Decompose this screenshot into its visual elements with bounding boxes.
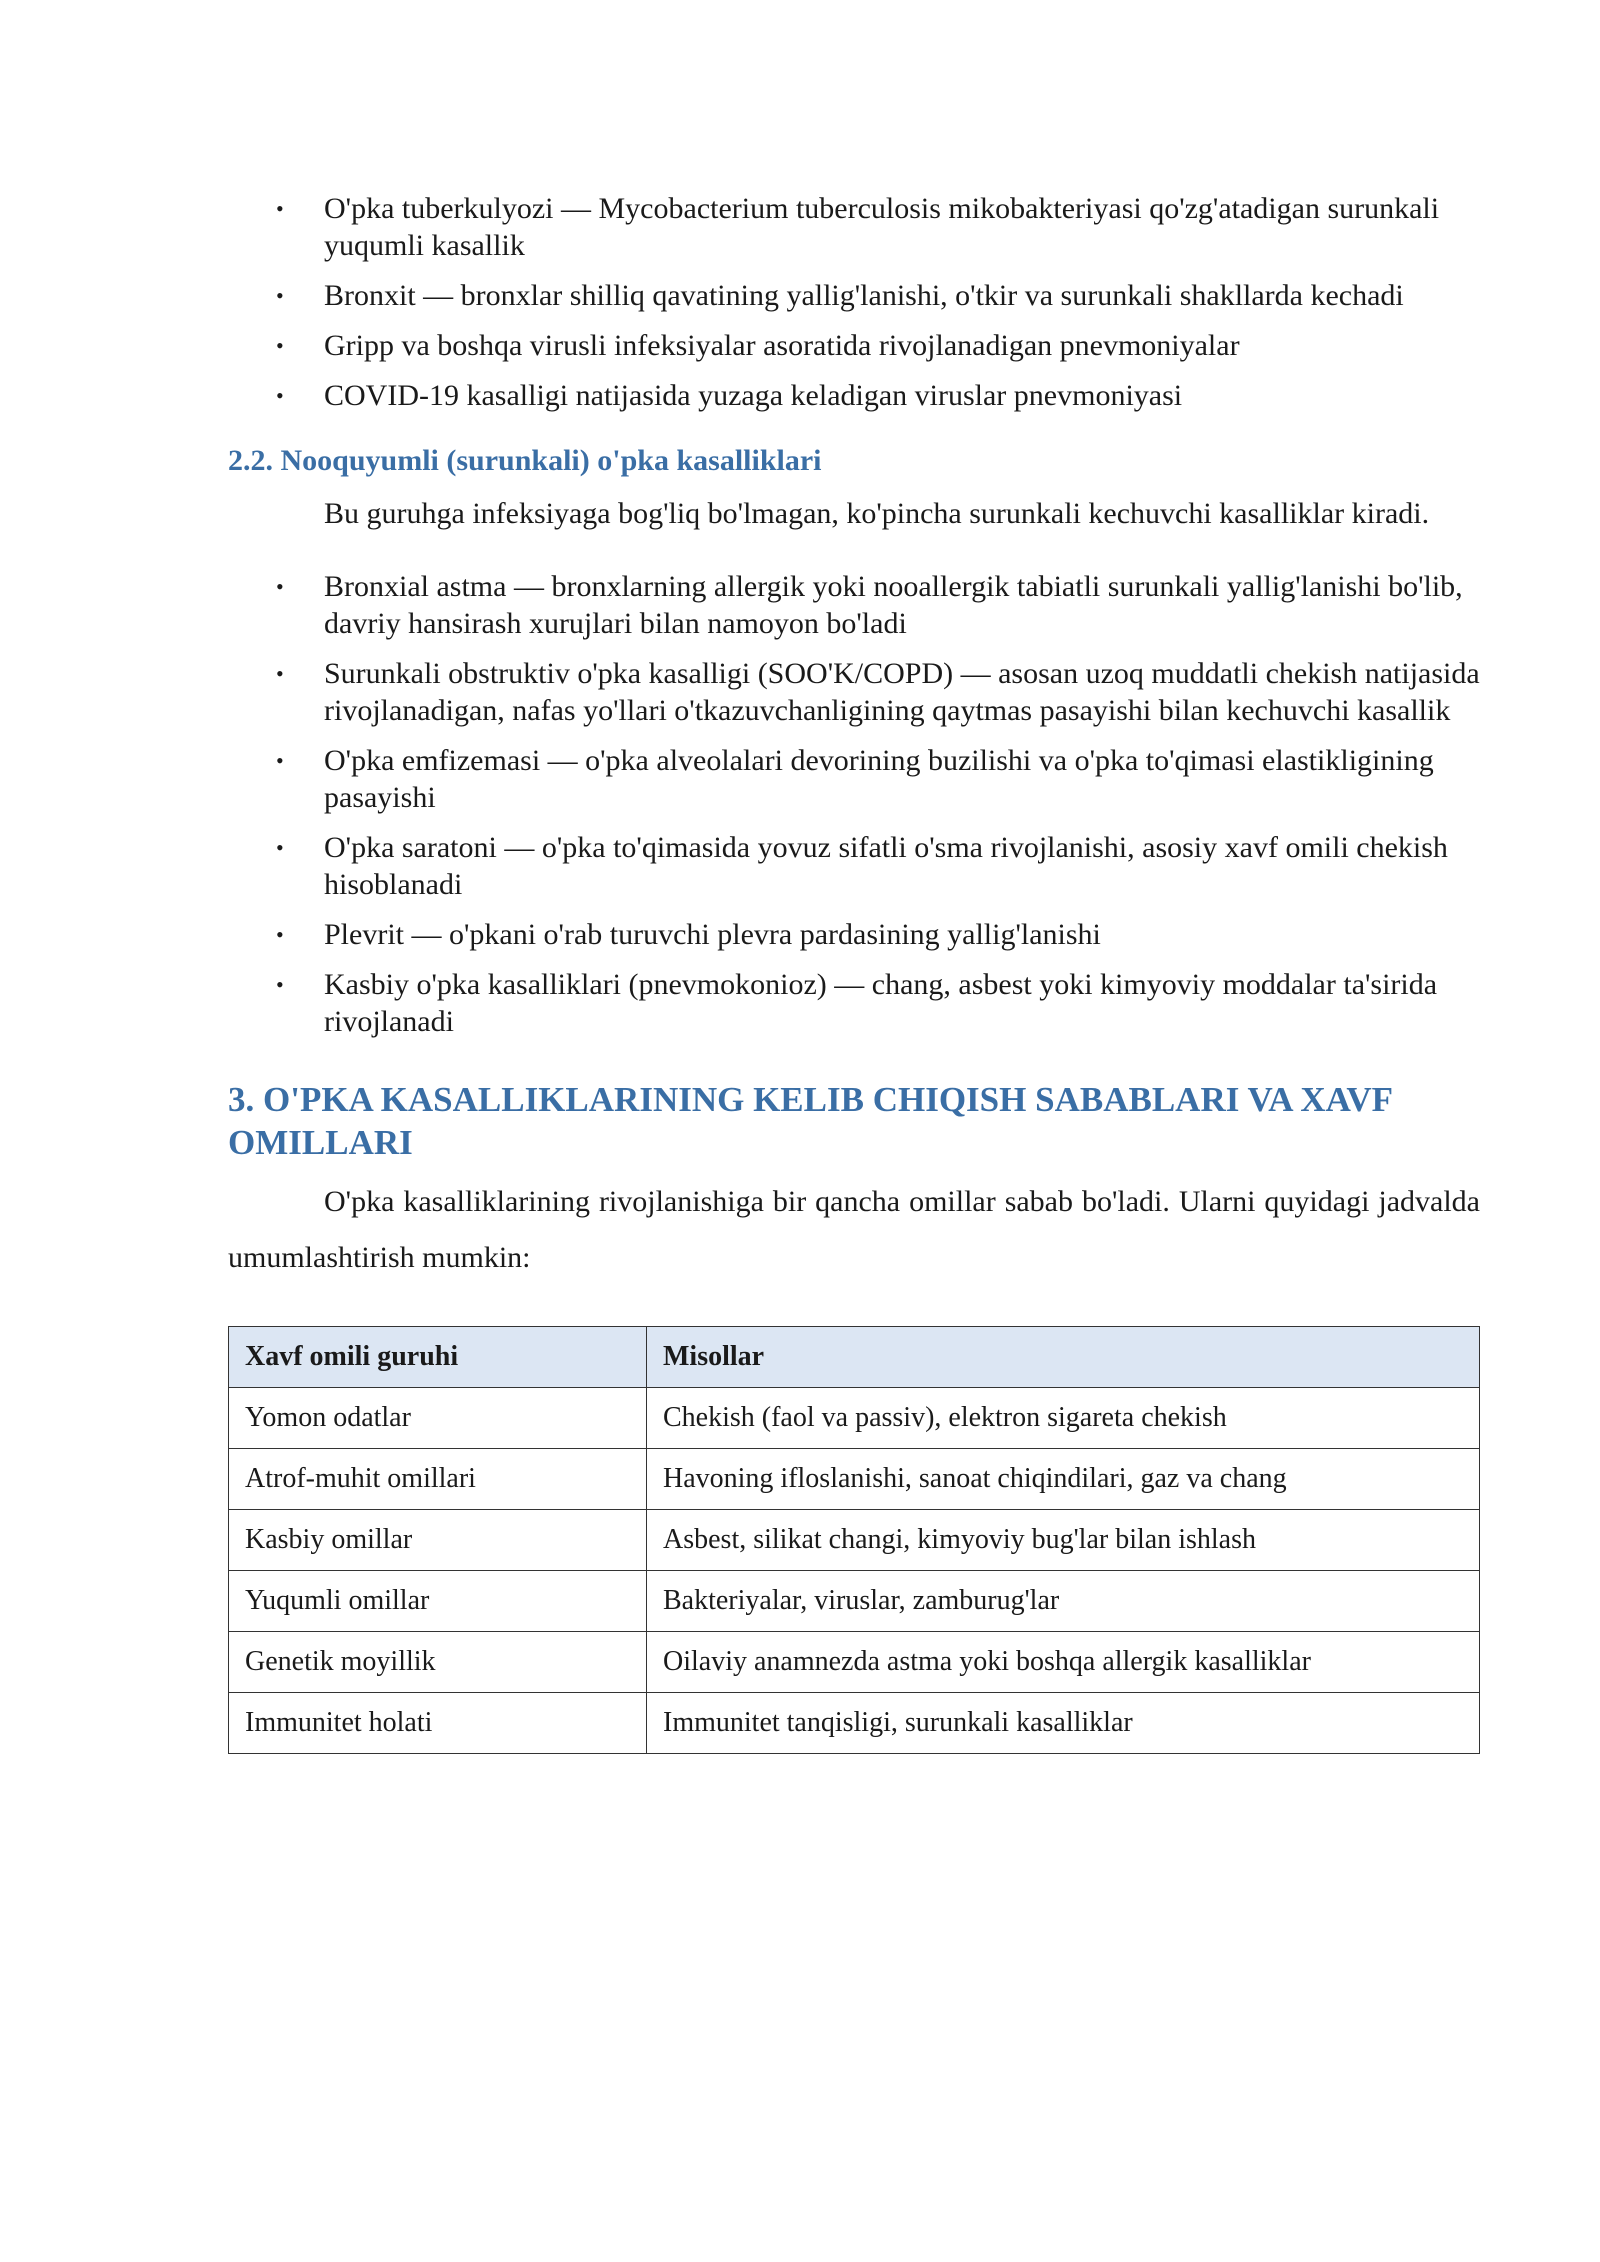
table-cell: Bakteriyalar, viruslar, zamburug'lar bbox=[647, 1571, 1480, 1632]
table-cell: Atrof-muhit omillari bbox=[229, 1449, 647, 1510]
table-header-cell: Xavf omili guruhi bbox=[229, 1327, 647, 1388]
bullet-icon: • bbox=[276, 574, 284, 599]
bullet-icon: • bbox=[276, 972, 284, 997]
list-item-text: O'pka saratoni — o'pka to'qimasida yovuz sifatli o'sma rivojlanishi, asosiy xavf omili chekish hisoblanadi bbox=[324, 831, 1448, 901]
list-item bbox=[228, 190, 1480, 264]
bullet-icon: • bbox=[276, 922, 284, 947]
table-cell: Kasbiy omillar bbox=[229, 1510, 647, 1571]
subsection-intro-paragraph: Bu guruhga infeksiyaga bog'liq bo'lmagan, ko'pincha surunkali kechuvchi kasalliklar kiradi. bbox=[324, 497, 1430, 530]
list-item-text: COVID-19 kasalligi natijasida yuzaga keladigan viruslar pnevmoniyasi bbox=[324, 379, 1183, 412]
list-item bbox=[228, 377, 1480, 414]
bullet-icon: • bbox=[276, 661, 284, 686]
page-content bbox=[228, 180, 1480, 1754]
table-cell: Yuqumli omillar bbox=[229, 1571, 647, 1632]
table-row bbox=[229, 1571, 1480, 1632]
list-item-text: O'pka emfizemasi — o'pka alveolalari devorining buzilishi va o'pka to'qimasi elastikligining pasayishi bbox=[324, 744, 1434, 814]
risk-factors-table bbox=[228, 1326, 1480, 1754]
bullet-icon: • bbox=[276, 283, 284, 308]
bullet-icon: • bbox=[276, 835, 284, 860]
list-item-text: Bronxit — bronxlar shilliq qavatining yallig'lanishi, o'tkir va surunkali shakllarda kechadi bbox=[324, 279, 1404, 312]
list-item bbox=[228, 655, 1480, 729]
table-cell: Immunitet holati bbox=[229, 1693, 647, 1754]
section-heading: 3. O'PKA KASALLIKLARINING KELIB CHIQISH SABABLARI VA XAVF OMILLARI bbox=[228, 1080, 1392, 1162]
table-header-row bbox=[229, 1327, 1480, 1388]
chronic-diseases-list bbox=[228, 568, 1480, 1040]
list-item-text: Bronxial astma — bronxlarning allergik yoki nooallergik tabiatli surunkali yallig'lanishi bo'lib, davriy hansirash xurujlari bilan namoyon bo'ladi bbox=[324, 570, 1463, 640]
table-cell: Havoning ifloslanishi, sanoat chiqindilari, gaz va chang bbox=[647, 1449, 1480, 1510]
table-row bbox=[229, 1693, 1480, 1754]
table-row bbox=[229, 1388, 1480, 1449]
infectious-diseases-list bbox=[228, 190, 1480, 414]
table-row bbox=[229, 1632, 1480, 1693]
list-item bbox=[228, 916, 1480, 953]
list-item-text: Plevrit — o'pkani o'rab turuvchi plevra pardasining yallig'lanishi bbox=[324, 918, 1101, 951]
list-item bbox=[228, 568, 1480, 642]
list-item bbox=[228, 829, 1480, 903]
table-cell: Genetik moyillik bbox=[229, 1632, 647, 1693]
section-intro-paragraph: O'pka kasalliklarining rivojlanishiga bir qancha omillar sabab bo'ladi. Ularni quyidagi jadvalda umumlashtirish mumkin: bbox=[228, 1185, 1480, 1274]
bullet-icon: • bbox=[276, 333, 284, 358]
bullet-icon: • bbox=[276, 383, 284, 408]
table-header-cell: Misollar bbox=[647, 1327, 1480, 1388]
list-item bbox=[228, 742, 1480, 816]
list-item-text: Gripp va boshqa virusli infeksiyalar asoratida rivojlanadigan pnevmoniyalar bbox=[324, 329, 1240, 362]
list-item bbox=[228, 277, 1480, 314]
list-item bbox=[228, 966, 1480, 1040]
table-cell: Immunitet tanqisligi, surunkali kasalliklar bbox=[647, 1693, 1480, 1754]
list-item-text: O'pka tuberkulyozi — Mycobacterium tuberculosis mikobakteriyasi qo'zg'atadigan surunkali yuqumli kasallik bbox=[324, 192, 1440, 262]
bullet-icon: • bbox=[276, 196, 284, 221]
list-item-text: Kasbiy o'pka kasalliklari (pnevmokonioz) — chang, asbest yoki kimyoviy moddalar ta'sirida rivojlanadi bbox=[324, 968, 1438, 1038]
table-row bbox=[229, 1449, 1480, 1510]
table-cell: Oilaviy anamnezda astma yoki boshqa allergik kasalliklar bbox=[647, 1632, 1480, 1693]
table-cell: Asbest, silikat changi, kimyoviy bug'lar bilan ishlash bbox=[647, 1510, 1480, 1571]
subsection-heading: 2.2. Nooquyumli (surunkali) o'pka kasalliklari bbox=[228, 444, 822, 477]
list-item bbox=[228, 327, 1480, 364]
bullet-icon: • bbox=[276, 748, 284, 773]
table-cell: Yomon odatlar bbox=[229, 1388, 647, 1449]
list-item-text: Surunkali obstruktiv o'pka kasalligi (SOO'K/COPD) — asosan uzoq muddatli chekish natijasida rivojlanadigan, nafas yo'llari o'tkazuvchanligining qaytmas pasayishi bilan kechuvchi kasallik bbox=[324, 657, 1480, 727]
table-cell: Chekish (faol va passiv), elektron sigareta chekish bbox=[647, 1388, 1480, 1449]
table-row bbox=[229, 1510, 1480, 1571]
